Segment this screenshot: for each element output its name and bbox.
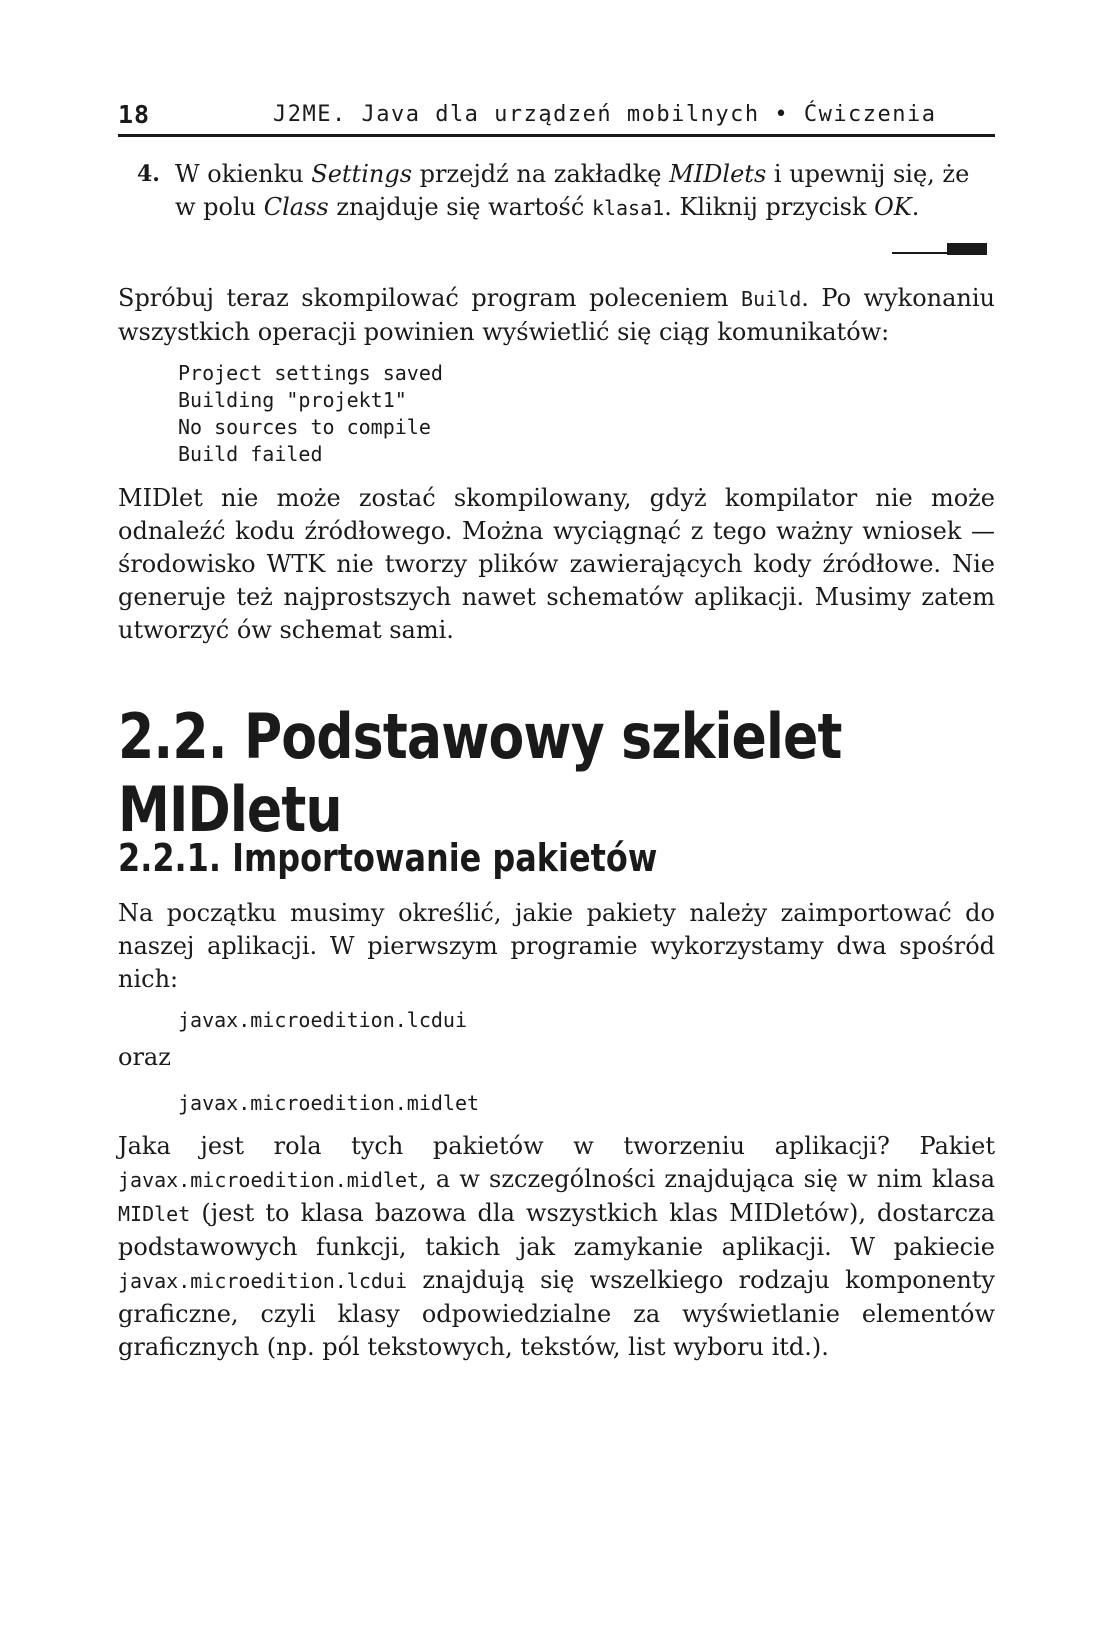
code-line: Project settings saved <box>178 361 443 385</box>
midlet-class-code: MIDlet <box>118 1202 191 1226</box>
section-title: 2.2. Podstawowy szkielet MIDletu <box>118 700 842 846</box>
exercise-end-mark <box>892 243 987 255</box>
code-lcdui: javax.microedition.lcdui <box>178 1008 467 1032</box>
page-number: 18 <box>118 100 151 129</box>
step-text: W okienku Settings przejdź na zakładkę MIDlets i upewnij się, że w polu Class znajduje się wartość klasa1. Kliknij przycisk OK. <box>175 160 970 221</box>
code-midlet: javax.microedition.midlet <box>178 1091 480 1115</box>
code-line: No sources to compile <box>178 415 431 439</box>
pkg-lcdui-code: javax.microedition.lcdui <box>118 1269 407 1293</box>
pkg-midlet-code: javax.microedition.midlet <box>118 1168 420 1192</box>
end-mark-line <box>892 252 952 254</box>
oraz-text: oraz <box>118 1043 171 1071</box>
step-number: 4. <box>137 161 160 187</box>
klasa1-code: klasa1 <box>591 196 665 220</box>
end-mark-block <box>947 243 987 255</box>
paragraph-midlet-fail: MIDlet nie może zostać skompilowany, gdyż kompilator nie może odnaleźć kodu źródłowego. Można wyciągnąć z tego ważny wniosek — środowisko WTK nie tworzy plików zawierających kody źródłowe. Nie generuje też najprostszych nawet schematów aplikacji. Musimy zatem utworzyć ów schemat sami. <box>118 484 995 644</box>
settings-term: Settings <box>311 160 413 188</box>
class-term: Class <box>263 193 329 221</box>
ok-term: OK <box>874 193 912 221</box>
paragraph-package-roles: Jaka jest rola tych pakietów w tworzeniu aplikacji? Pakiet javax.microedition.midlet, a w szczególności znajdująca się w nim klasa MIDlet (jest to klasa bazowa dla wszystkich klas MIDletów), dostarcza podstawowych funkcji, takich jak zamykanie aplikacji. W pakiecie javax.microedition.lcdui znajdują się wszelkiego rodzaju komponenty graficzne, czyli klasy odpowiedzialne za wyświetlanie elementów graficznych (np. pól tekstowych, tekstów, list wyboru itd.). <box>118 1132 995 1361</box>
running-header <box>118 98 995 137</box>
running-header-title: J2ME. Java dla urządzeń mobilnych • Ćwiczenia <box>273 102 937 127</box>
midlets-term: MIDlets <box>669 160 767 188</box>
code-line: Building "projekt1" <box>178 388 407 412</box>
paragraph-packages: Na początku musimy określić, jakie pakiety należy zaimportować do naszej aplikacji. W pierwszym programie wykorzystamy dwa spośród nich: <box>118 899 995 993</box>
paragraph-compile: Spróbuj teraz skompilować program poleceniem Build. Po wykonaniu wszystkich operacji powinien wyświetlić się ciąg komunikatów: <box>118 284 996 346</box>
subsection-title: 2.2.1. Importowanie pakietów <box>118 836 658 880</box>
compile-output-code <box>178 360 443 468</box>
build-code: Build <box>741 287 802 311</box>
code-line: Build failed <box>178 442 323 466</box>
